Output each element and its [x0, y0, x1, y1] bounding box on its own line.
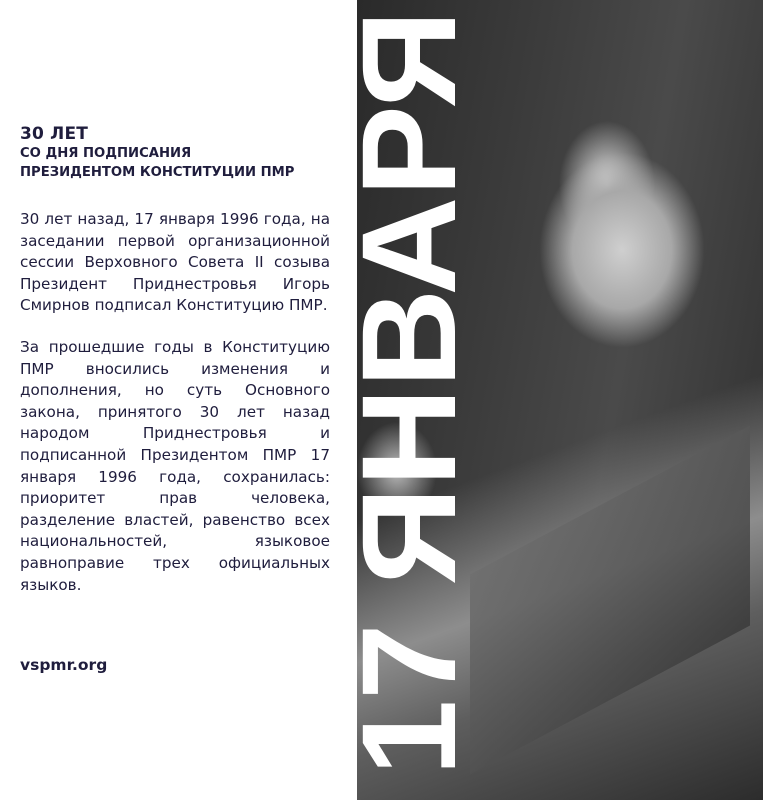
paragraph-2: За прошедшие годы в Конституцию ПМР вносились изменения и дополнения, но суть Основного закона, принятого 30 лет назад народом Приднестровья и подписанной Президентом ПМР 17 января 1996 года, сохранилась: приоритет прав человека, разделение властей, равенство всех национальностей, языковое равноправие трех официальных языков. — [20, 337, 330, 594]
subheadline-2: ПРЕЗИДЕНТОМ КОНСТИТУЦИИ ПМР — [20, 165, 295, 180]
headline: 30 ЛЕТ — [20, 124, 89, 144]
date-banner — [335, 0, 484, 800]
subheadline-1: СО ДНЯ ПОДПИСАНИЯ — [20, 146, 192, 161]
date-banner-text: 17 ЯНВАРЯ — [335, 27, 484, 776]
text-column — [20, 124, 330, 596]
website-link[interactable]: vspmr.org — [20, 656, 108, 674]
paragraph-1: 30 лет назад, 17 января 1996 года, на заседании первой организационной сессии Верховного Совета II созыва Президент Приднестровья Игорь Смирнов подписал Конституцию ПМР. — [20, 210, 330, 315]
